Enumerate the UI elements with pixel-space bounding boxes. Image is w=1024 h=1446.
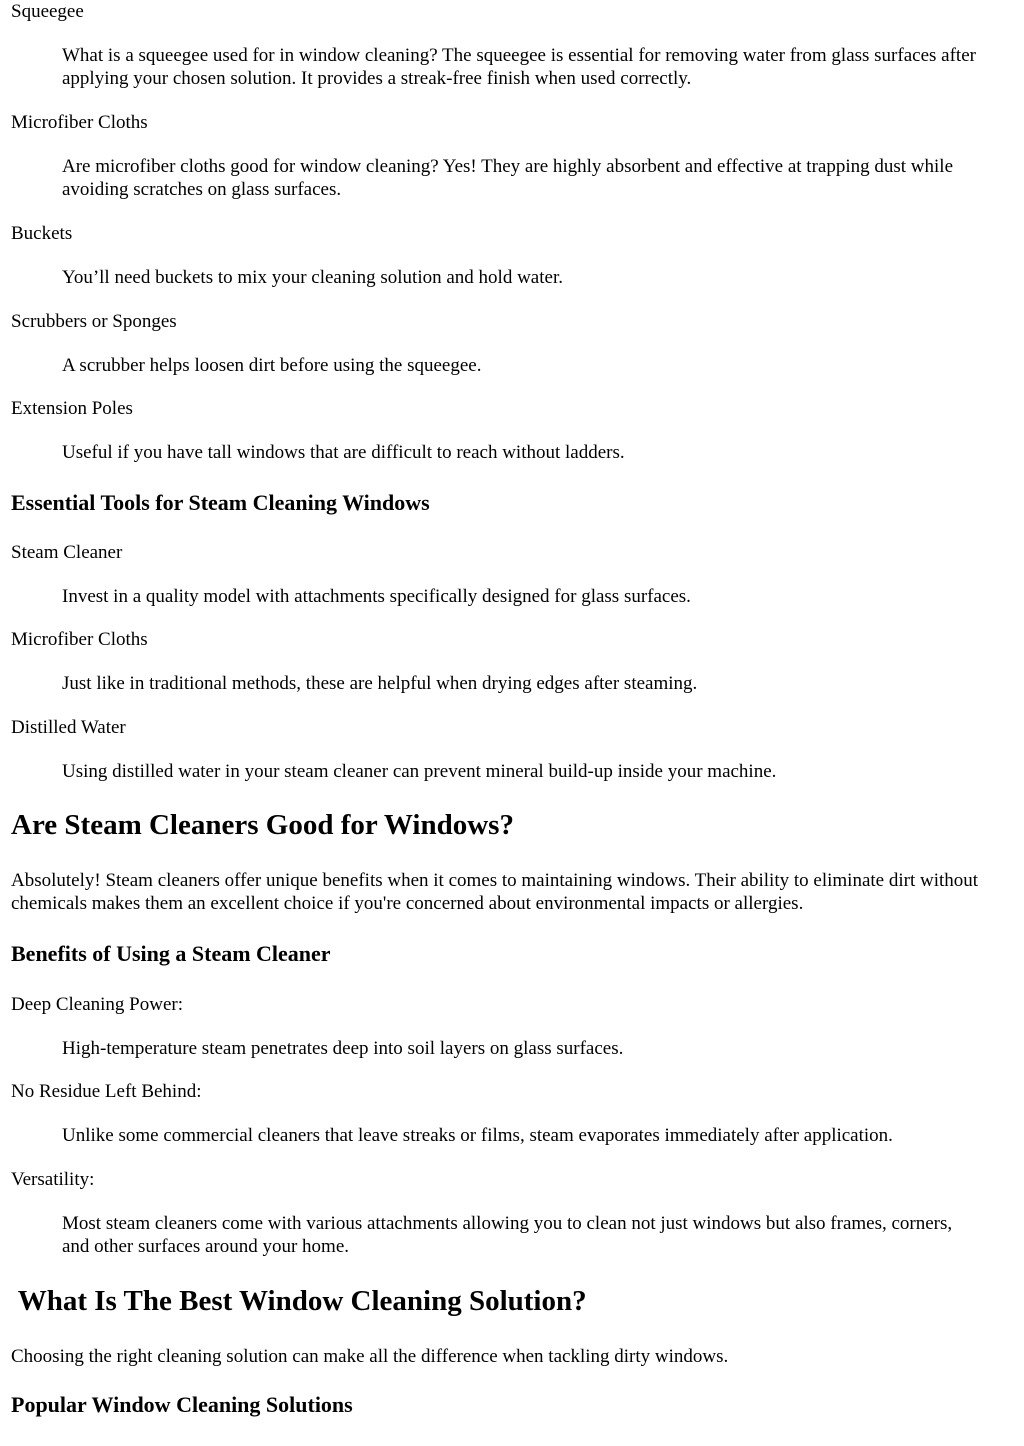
desc-microfiber-cloths: Are microfiber cloths good for window cleaning? Yes! They are highly absorbent and effective at trapping dust while avoiding scratches on glass surfaces.	[62, 156, 953, 200]
term-extension-poles: Extension Poles	[11, 398, 133, 419]
paragraph-steam-cleaners-good: Absolutely! Steam cleaners offer unique benefits when it comes to maintaining windows. Their ability to eliminate dirt without chemicals makes them an excellent choice if you're concerned about environmental impacts or allergies.	[11, 870, 979, 914]
heading-essential-steam-tools: Essential Tools for Steam Cleaning Windows	[11, 490, 430, 515]
desc-distilled-water: Using distilled water in your steam cleaner can prevent mineral build-up inside your machine.	[62, 761, 777, 782]
heading-popular-solutions: Popular Window Cleaning Solutions	[11, 1392, 353, 1417]
desc-scrubbers: A scrubber helps loosen dirt before using the squeegee.	[62, 355, 482, 376]
term-versatility: Versatility:	[11, 1169, 95, 1190]
term-microfiber-cloths: Microfiber Cloths	[11, 112, 148, 133]
desc-deep-cleaning: High-temperature steam penetrates deep into soil layers on glass surfaces.	[62, 1038, 624, 1059]
paragraph-best-solution: Choosing the right cleaning solution can make all the difference when tackling dirty windows.	[11, 1346, 729, 1367]
term-scrubbers: Scrubbers or Sponges	[11, 311, 177, 332]
heading-best-solution: What Is The Best Window Cleaning Solution?	[11, 1285, 587, 1317]
desc-no-residue: Unlike some commercial cleaners that leave streaks or films, steam evaporates immediately after application.	[62, 1125, 893, 1146]
desc-squeegee: What is a squeegee used for in window cleaning? The squeegee is essential for removing water from glass surfaces after applying your chosen solution. It provides a streak-free finish when used correctly.	[62, 45, 976, 89]
desc-steam-microfiber: Just like in traditional methods, these are helpful when drying edges after steaming.	[62, 673, 698, 694]
desc-steam-cleaner: Invest in a quality model with attachments specifically designed for glass surfaces.	[62, 586, 691, 607]
heading-benefits: Benefits of Using a Steam Cleaner	[11, 941, 331, 966]
term-steam-microfiber: Microfiber Cloths	[11, 629, 148, 650]
term-buckets: Buckets	[11, 223, 73, 244]
term-squeegee: Squeegee	[11, 1, 84, 22]
term-distilled-water: Distilled Water	[11, 717, 126, 738]
desc-extension-poles: Useful if you have tall windows that are difficult to reach without ladders.	[62, 442, 625, 463]
desc-versatility: Most steam cleaners come with various attachments allowing you to clean not just windows but also frames, corners, and other surfaces around your home.	[62, 1213, 953, 1257]
term-steam-cleaner: Steam Cleaner	[11, 542, 123, 563]
heading-steam-cleaners-good: Are Steam Cleaners Good for Windows?	[11, 809, 514, 841]
desc-buckets: You’ll need buckets to mix your cleaning solution and hold water.	[62, 267, 563, 288]
term-no-residue: No Residue Left Behind:	[11, 1081, 202, 1102]
term-deep-cleaning: Deep Cleaning Power:	[11, 994, 184, 1015]
